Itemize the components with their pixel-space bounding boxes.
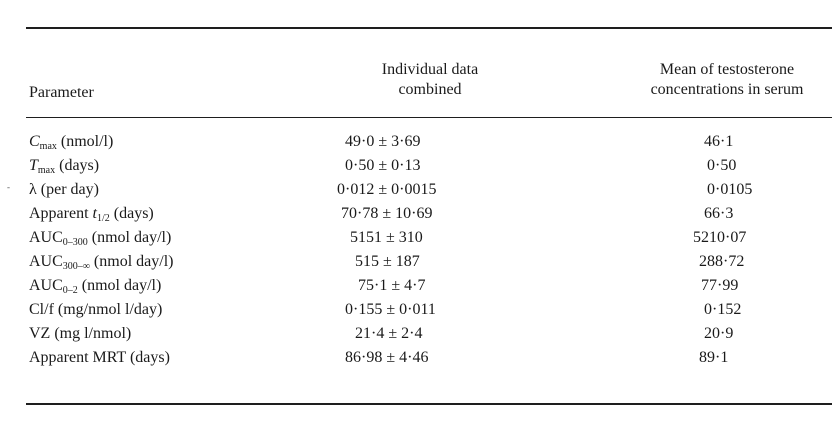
row-mean-value: 288·72 [699, 253, 745, 270]
param-unit: (days) [109, 205, 154, 222]
param-symbol: AUC [29, 253, 63, 270]
table-row [0, 179, 838, 201]
table-row [0, 155, 838, 177]
table-bottom-rule [26, 403, 832, 405]
header-individual-line1: Individual data [381, 61, 479, 78]
table-row [0, 347, 838, 369]
header-mean-line2: concentrations in serum [650, 81, 804, 98]
param-subscript: 300–∞ [62, 261, 90, 272]
row-individual-value: 21·4 ± 2·4 [355, 325, 423, 342]
param-symbol: C [29, 133, 40, 150]
row-mean-value: 89·1 [699, 349, 729, 366]
row-mean-value: 77·99 [701, 277, 739, 294]
param-unit: (nmol day/l) [77, 277, 162, 294]
row-parameter: Apparent MRT (days) [29, 349, 170, 366]
row-parameter [29, 155, 99, 182]
table-row [0, 275, 838, 297]
table-row [0, 251, 838, 273]
row-individual-value: 0·012 ± 0·0015 [337, 181, 437, 198]
row-parameter [29, 203, 154, 230]
param-subscript: 1/2 [96, 213, 110, 224]
table-row [0, 203, 838, 225]
table-row [0, 131, 838, 153]
header-parameter: Parameter [29, 84, 94, 101]
param-subscript: max [39, 141, 57, 152]
row-individual-value: 5151 ± 310 [350, 229, 423, 246]
row-individual-value: 0·155 ± 0·011 [345, 301, 436, 318]
row-mean-value: 0·0105 [707, 181, 753, 198]
param-unit: (nmol/l) [56, 133, 114, 150]
table-top-rule [26, 27, 832, 29]
row-individual-value: 70·78 ± 10·69 [341, 205, 433, 222]
param-symbol: T [29, 157, 38, 174]
row-parameter: Cl/f (mg/nmol l/day) [29, 301, 163, 318]
row-parameter [29, 251, 173, 278]
row-individual-value: 75·1 ± 4·7 [358, 277, 426, 294]
table-row [0, 299, 838, 321]
param-unit: (days) [55, 157, 100, 174]
header-individual-data [340, 60, 520, 100]
row-individual-value: 49·0 ± 3·69 [345, 133, 421, 150]
row-parameter [29, 131, 113, 158]
row-parameter [29, 275, 161, 302]
table-row [0, 227, 838, 249]
row-mean-value: 5210·07 [693, 229, 747, 246]
row-mean-value: 0·50 [707, 157, 737, 174]
margin-mark: - [7, 182, 10, 192]
row-parameter [29, 179, 99, 201]
param-text: Apparent t [29, 205, 97, 222]
param-symbol: AUC [29, 277, 63, 294]
param-symbol: λ [29, 181, 37, 198]
row-mean-value: 66·3 [704, 205, 734, 222]
row-individual-value: 515 ± 187 [355, 253, 420, 270]
header-mean-concentration [616, 60, 838, 100]
row-parameter [29, 227, 171, 254]
header-individual-line2: combined [398, 81, 462, 98]
row-mean-value: 46·1 [704, 133, 734, 150]
param-subscript: 0–2 [62, 285, 78, 296]
table-row [0, 323, 838, 345]
param-subscript: max [37, 165, 56, 176]
row-individual-value: 0·50 ± 0·13 [345, 157, 421, 174]
param-symbol: AUC [29, 229, 63, 246]
header-mean-line1: Mean of testosterone [659, 61, 795, 78]
param-subscript: 0–300 [62, 237, 88, 248]
table-header-rule [26, 117, 832, 118]
row-parameter: VZ (mg l/nmol) [29, 325, 132, 342]
row-mean-value: 0·152 [704, 301, 742, 318]
row-individual-value: 86·98 ± 4·46 [345, 349, 429, 366]
param-unit: (nmol day/l) [87, 229, 172, 246]
param-unit: (nmol day/l) [89, 253, 174, 270]
param-unit: (per day) [36, 181, 99, 198]
row-mean-value: 20·9 [704, 325, 734, 342]
